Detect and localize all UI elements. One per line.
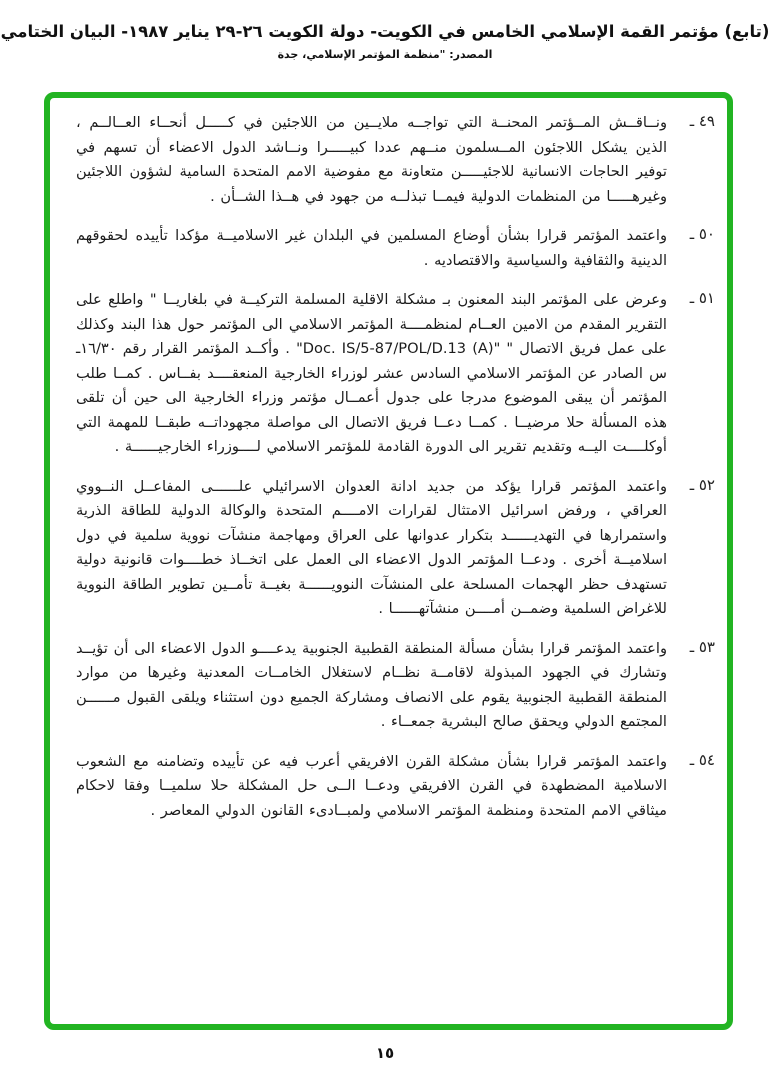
resolution-list <box>50 98 727 823</box>
item-text: واعتمد المؤتمر قرارا يؤكد من جديد ادانة العدوان الاسرائيلي علــــــى المفاعــل النــووي العراقي ، ورفض اسرائيل الامتثال لقرارات الامــــم المتحدة والوكالة الدولية للطاقة الذرية واستمرارها في التهديــــــد بتكرار عدوانها على العراق ومهاجمة منشآت نووية سلمية في دول اسلاميــة أخرى . ودعــا المؤتمر الدول الاعضاء الى العمل على اتخــاذ خطــــوات قانونية دولية تستهدف حظر الهجمات المسلحة على المنشآت النوويــــــة بغيــة تأمــين تطوير الطاقة النووية للاغراض السلمية وضمــن أمــــن منشآتهــــــا . <box>76 477 667 617</box>
item-number: ٥٠ ـ <box>689 225 715 243</box>
document-source-line: المصدر: "منظمة المؤتمر الإسلامي، جدة <box>277 48 493 61</box>
item-number: ٤٩ ـ <box>689 112 715 130</box>
content-frame <box>44 92 733 1030</box>
resolution-item-53 <box>76 637 715 735</box>
item-text: ونــاقــش المــؤتمر المحنــة التي تواجــه ملايــين من اللاجئين في كـــــل أنحــاء العــالــم ، الذين يشكل اللاجئون المــسلمون منــهم عددا كبيـــــرا ونــاشد الدول الاعضاء أن تسهم في توفير الحاجات الانسانية للاجئيـــــن متعاونة مع مفوضية الامم المتحدة السامية لشؤون اللاجئين وغيرهـــــا من المنظمات الدولية فيمــا تبذلــه من جهود في هــذا الشــأن . <box>76 114 667 205</box>
resolution-item-51 <box>76 288 715 460</box>
resolution-item-49 <box>76 111 715 209</box>
item-number: ٥٣ ـ <box>689 637 715 656</box>
item-text: وعرض على المؤتمر البند المعنون بـ مشكلة الاقلية المسلمة التركيــة في بلغاريــا " واطلع على التقرير المقدم من الامين العــام لمنظمــــة المؤتمر الاسلامي الى المؤتمر حول هذا البند وكذلك على عمل فريق الاتصال " "Doc. IS/5-87/POL/D.13 (A)" . وأكــد المؤتمر القرار رقم ١٦/٣٠ـ س الصادر عن المؤتمر الاسلامي السادس عشر لوزراء الخارجية المنعقــــد بفــاس . كمــا طلب المؤتمر أن يبقى الموضوع مدرجا على جدول أعمــال مؤتمر وزراء الخارجية الى حين أن تلقى هذه المسألة حلا مرضيــا . كمــا دعــا فريق الاتصال الى مواصلة مجهوداتــه طبقــا للمهمة التي أوكلــــت اليــه وتقديم تقرير الى الدورة القادمة للمؤتمر الاسلامي لــــوزراء الخارجيــــــة . <box>76 291 667 455</box>
item-text: واعتمد المؤتمر قرارا بشأن مشكلة القرن الافريقي أعرب فيه عن تأييده وتضامنه مع الشعوب الاسلامية المضطهدة في القرن الافريقي ودعــا الــى حل المشكلة حلا سلميــا وفقا لاحكام ميثاقي الامم المتحدة ومنظمة المؤتمر الاسلامي ولمبــادىء القانون الدولي المعاصر . <box>76 752 667 819</box>
document-title: (تابع) مؤتمر القمة الإسلامي الخامس في الكويت- دولة الكويت ٢٦-٢٩ يناير ١٩٨٧- البيان الختامي <box>0 22 770 41</box>
item-number: ٥١ ـ <box>689 289 715 307</box>
item-number: ٥٤ ـ <box>689 750 715 769</box>
page-number: ١٥ <box>375 1044 395 1062</box>
resolution-item-52 <box>76 475 715 622</box>
resolution-item-54 <box>76 750 715 824</box>
item-number: ٥٢ ـ <box>689 475 715 494</box>
resolution-item-50 <box>76 224 715 273</box>
item-text: واعتمد المؤتمر قرارا بشأن أوضاع المسلمين في البلدان غير الاسلاميــة مؤكدا تأييده لحقوقهم الدينية والثقافية والسياسية والاقتصاديه . <box>76 227 667 269</box>
item-text: واعتمد المؤتمر قرارا بشأن مسألة المنطقة القطبية الجنوبية يدعــــو الدول الاعضاء الى أن تؤيــد وتشارك في الجهود المبذولة لاقامــة نظــام لاستغلال الخامــات المعدنية وغيرها من موارد المنطقة القطبية الجنوبية يقوم على الانصاف ومشاركة الجميع دون استثناء ويلقى القبول مــــــن المجتمع الدولي ويحقق صالح البشرية جمعــاء . <box>76 639 667 730</box>
document-header <box>0 22 770 61</box>
